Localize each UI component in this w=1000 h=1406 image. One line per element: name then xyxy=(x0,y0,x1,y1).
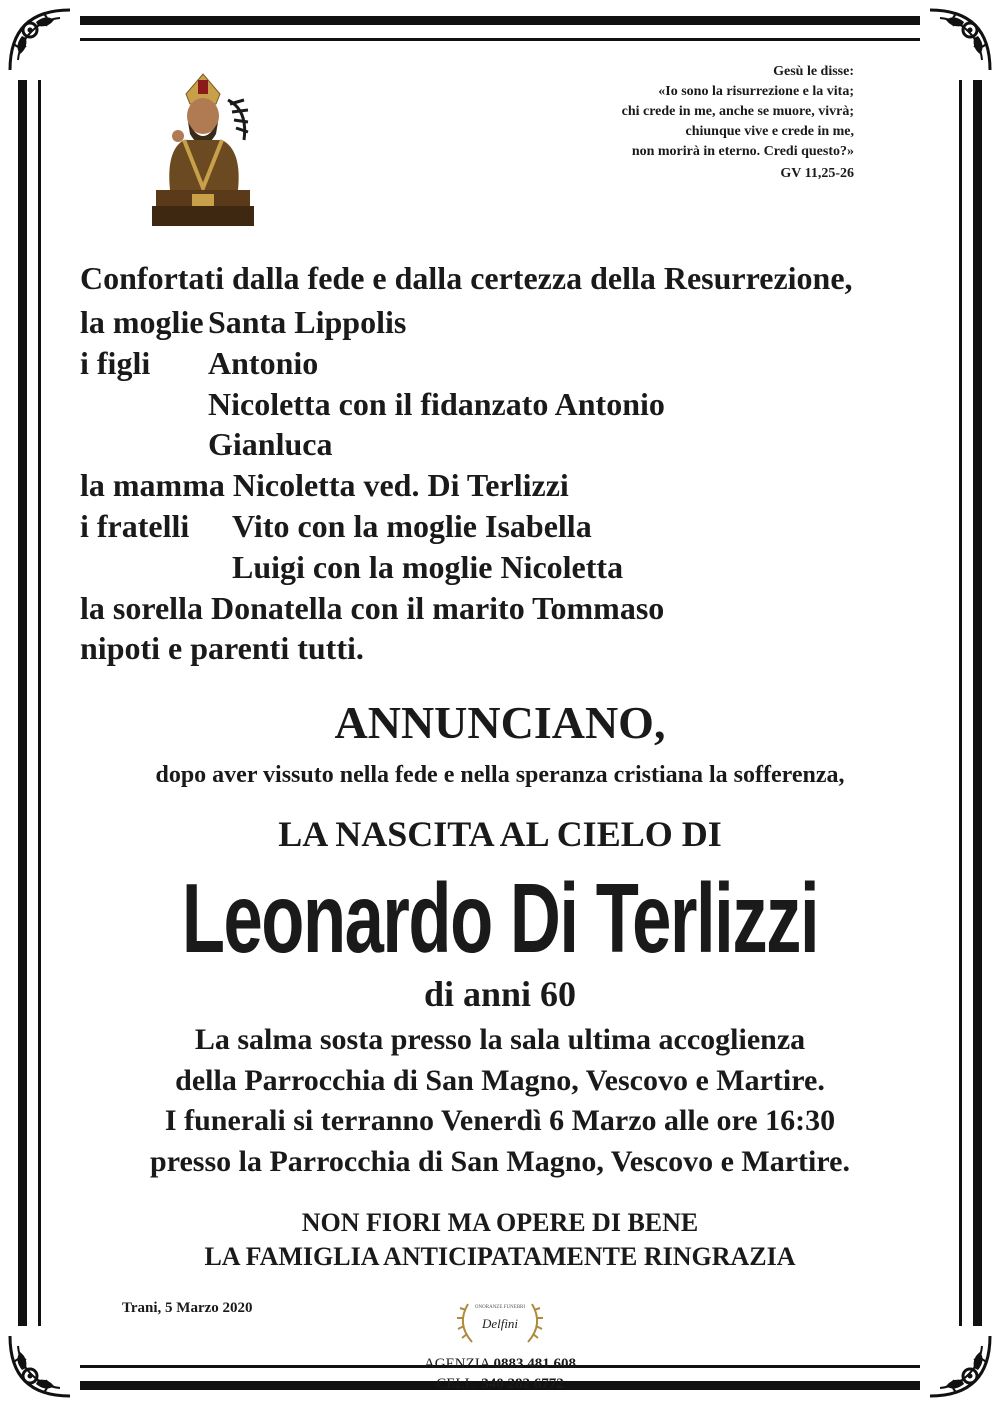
closing-line: NON FIORI MA OPERE DI BENE xyxy=(301,1208,699,1237)
phone-label: AGENZIA xyxy=(423,1356,490,1372)
relatives-line: nipoti e parenti tutti. xyxy=(80,630,364,667)
corner-ornament-icon xyxy=(0,0,80,80)
funeral-details xyxy=(40,1020,960,1182)
quote-reference: GV 11,25-26 xyxy=(780,166,854,181)
logo-tagline: ONORANZE FUNEBRI xyxy=(474,1305,526,1310)
deceased-name: Leonardo Di Terlizzi xyxy=(181,863,819,973)
agency-contacts xyxy=(390,1354,610,1394)
wife-row xyxy=(80,302,940,343)
brother-name: Luigi con la moglie Nicoletta xyxy=(232,548,624,585)
corner-ornament-icon xyxy=(920,0,1000,80)
children-label: i figli xyxy=(80,344,151,381)
agency-phone-line xyxy=(390,1354,610,1374)
family-list xyxy=(80,302,940,669)
wife-label: la moglie xyxy=(80,304,204,340)
details-line: presso la Parrocchia di San Magno, Vescovo e Martire. xyxy=(150,1144,850,1178)
logo-name: Delfini xyxy=(481,1316,519,1331)
announce-heading: ANNUNCIANO, xyxy=(334,697,666,748)
details-line: La salma sosta presso la sala ultima accoglienza xyxy=(194,1023,806,1056)
relatives-row xyxy=(80,628,940,669)
mother-line: la mamma Nicoletta ved. Di Terlizzi xyxy=(80,467,569,504)
after-faith-line: dopo aver vissuto nella fede e nella speranza cristiana la sofferenza, xyxy=(155,762,845,788)
wife-name: Santa Lippolis xyxy=(208,304,407,340)
intro-line: Confortati dalla fede e dalla certezza della Resurrezione, xyxy=(80,260,853,296)
quote-line: chi crede in me, anche se muore, vivrà; xyxy=(621,104,854,119)
children-row xyxy=(80,343,940,384)
deceased-age: di anni 60 xyxy=(423,974,577,1014)
child-name: Gianluca xyxy=(208,426,333,463)
quote-intro: Gesù le disse: xyxy=(773,64,854,79)
brother-name: Vito con la moglie Isabella xyxy=(232,507,592,544)
announcement-body xyxy=(80,258,940,669)
quote-line: «Io sono la risurrezione e la vita; xyxy=(658,84,854,99)
saint-statue-image xyxy=(148,70,258,232)
sister-line: la sorella Donatella con il marito Tommaso xyxy=(80,589,665,626)
birth-heaven-heading: LA NASCITA AL CIELO DI xyxy=(278,814,722,854)
corner-ornament-icon xyxy=(920,1326,1000,1406)
cell-label: CELL. xyxy=(436,1376,478,1392)
brothers-row xyxy=(80,506,940,547)
child-name: Antonio xyxy=(208,344,319,381)
children-row xyxy=(80,424,940,465)
date-place: Trani, 5 Marzo 2020 xyxy=(122,1300,253,1316)
sister-row xyxy=(80,588,940,629)
details-line: della Parrocchia di San Magno, Vescovo e Martire. xyxy=(175,1063,825,1097)
child-name: Nicoletta con il fidanzato Antonio xyxy=(208,385,665,422)
brothers-label: i fratelli xyxy=(80,507,190,544)
quote-line: chiunque vive e crede in me, xyxy=(685,124,854,139)
details-line: I funerali si terranno Venerdì 6 Marzo alle ore 16:30 xyxy=(164,1104,836,1138)
quote-line: non morirà in eterno. Credi questo?» xyxy=(631,144,854,159)
agency-cell-line xyxy=(390,1374,610,1394)
mother-row xyxy=(80,465,940,506)
agency-logo xyxy=(450,1294,550,1350)
cell-number: 340 282 6772 xyxy=(481,1376,564,1392)
corner-ornament-icon xyxy=(0,1326,80,1406)
closing-notes xyxy=(40,1206,960,1274)
children-row xyxy=(80,384,940,425)
closing-line: LA FAMIGLIA ANTICIPATAMENTE RINGRAZIA xyxy=(204,1242,796,1271)
phone-number: 0883 481 608 xyxy=(493,1356,577,1372)
gospel-quote xyxy=(554,62,854,184)
brothers-row xyxy=(80,547,940,588)
